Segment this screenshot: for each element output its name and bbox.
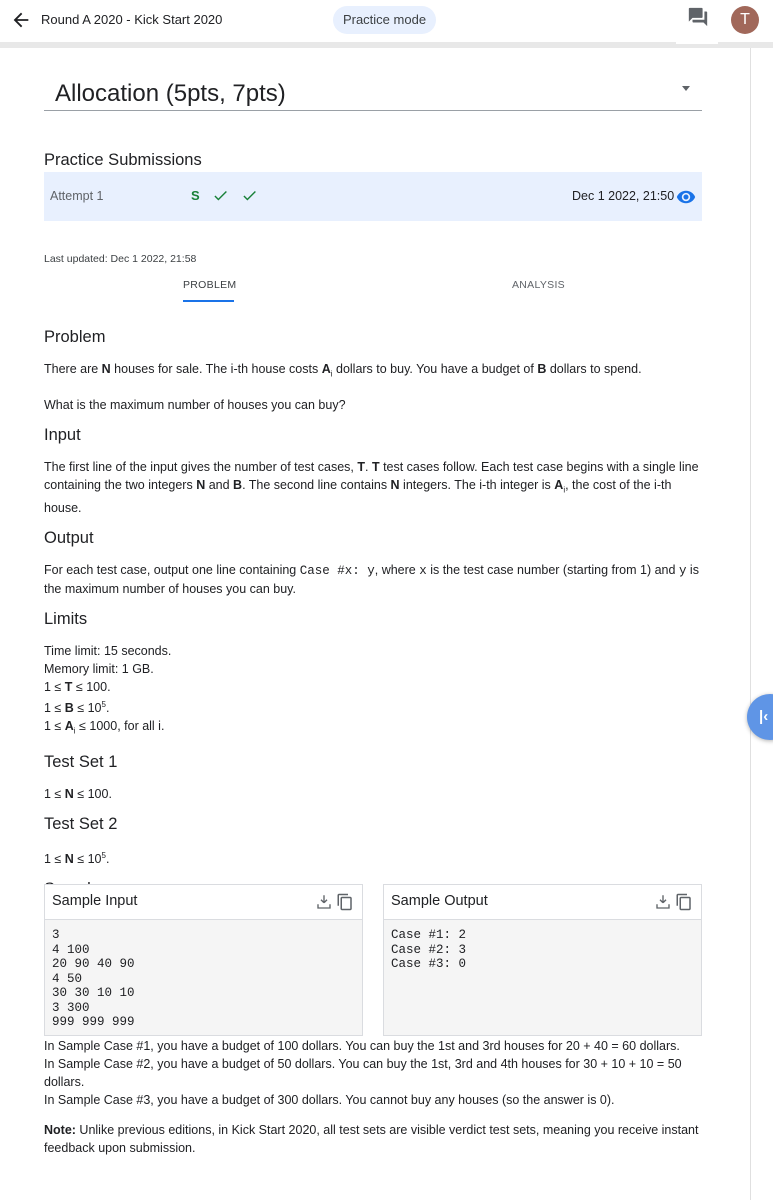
explanation-case-2: In Sample Case #2, you have a budget of 50 dollars. You can buy the 1st, 3rd and 4th houses for 30 + 10 + 10 = 50 dollars.: [44, 1057, 682, 1089]
sample-output-box: [383, 884, 702, 1036]
output-heading: Output: [44, 529, 94, 547]
download-icon[interactable]: [654, 893, 672, 911]
contest-title: Round A 2020 - Kick Start 2020: [41, 12, 223, 27]
sample-explanation: [44, 1037, 704, 1109]
limits-heading: Limits: [44, 610, 88, 628]
note-text: [44, 1121, 704, 1157]
sample-output-text[interactable]: Case #1: 2 Case #2: 3 Case #3: 0: [391, 928, 467, 971]
test-set-1-constraint: 1 ≤ N ≤ 100.: [44, 786, 112, 801]
memory-limit: Memory limit: 1 GB.: [44, 662, 154, 676]
last-updated-text: Last updated: Dec 1 2022, 21:58: [44, 253, 197, 265]
test-set-2-heading: Test Set 2: [44, 814, 118, 833]
problem-question: What is the maximum number of houses you can buy?: [44, 397, 346, 412]
test-set-1-heading: Test Set 1: [44, 752, 118, 771]
sample-input-text[interactable]: 3 4 100 20 90 40 90 4 50 30 30 10 10 3 300 999 999 999: [52, 928, 135, 1029]
output-text: For each test case, output one line containing Case #x: y, where x is the test case number (starting from 1) and y is the maximum number of houses you can buy.: [44, 563, 699, 596]
collapse-panel-icon[interactable]: |‹: [747, 694, 773, 740]
verdict-badge: S: [191, 188, 200, 203]
active-tab-indicator: [183, 300, 234, 302]
copy-icon[interactable]: [675, 893, 693, 911]
sample-input-box: [44, 884, 363, 1036]
visibility-icon[interactable]: [676, 187, 696, 207]
side-panel-border: [750, 48, 751, 1200]
problem-heading: Problem: [44, 328, 106, 346]
practice-mode-chip[interactable]: Practice mode: [333, 6, 436, 34]
check-icon: [212, 187, 229, 204]
sample-input-header: [45, 885, 362, 920]
user-avatar[interactable]: T: [731, 6, 759, 34]
sample-output-header: [384, 885, 701, 920]
check-icon: [241, 187, 258, 204]
limits-list: [44, 642, 704, 741]
sample-input-title: Sample Input: [52, 893, 138, 909]
app-bar-divider: [0, 42, 773, 48]
attempt-label: Attempt 1: [50, 189, 104, 203]
problem-selector-value: Allocation (5pts, 7pts): [55, 80, 286, 107]
note-label: Note:: [44, 1123, 76, 1137]
test-set-2-constraint: $1 \le N \le 10^5$.: [44, 850, 110, 866]
attempt-date: Dec 1 2022, 21:50: [572, 189, 675, 203]
arrow-back-icon[interactable]: [10, 9, 32, 31]
explanation-case-1: In Sample Case #1, you have a budget of 100 dollars. You can buy the 1st and 3rd houses for 20 + 40 = 60 dollars.: [44, 1039, 680, 1053]
chat-tab-indicator: [676, 42, 718, 44]
chat-icon[interactable]: [687, 6, 709, 28]
problem-selector[interactable]: [44, 76, 702, 111]
sample-output-title: Sample Output: [391, 893, 488, 909]
problem-text: There are N houses for sale. The i-th house costs $A_i$ dollars to buy. You have a budget of B dollars to spend.: [44, 362, 642, 379]
limit-t: 1 ≤ T ≤ 100.: [44, 680, 111, 694]
input-heading: Input: [44, 425, 81, 444]
limit-a: $1 \le A_i \le 1000$, for all i.: [44, 719, 165, 736]
submissions-heading: Practice Submissions: [44, 151, 202, 169]
submission-row[interactable]: [44, 172, 702, 221]
tab-analysis[interactable]: ANALYSIS: [512, 279, 565, 291]
copy-icon[interactable]: [336, 893, 354, 911]
input-text: The first line of the input gives the number of test cases, T. T test cases follow. Each test case begins with a single line containing the two integers N and B. The second line contains N integers. The i-th integer is $A_i$, the cost of the i-th house.: [44, 459, 699, 515]
limit-b: $1 \le B \le 10^5$.: [44, 700, 110, 716]
problem-statement: [44, 328, 704, 912]
dropdown-arrow-icon: [682, 86, 690, 91]
note-body: Unlike previous editions, in Kick Start 2020, all test sets are visible verdict test sets, meaning you receive instant feedback upon submission.: [44, 1123, 699, 1155]
download-icon[interactable]: [315, 893, 333, 911]
time-limit: Time limit: 15 seconds.: [44, 644, 172, 658]
tab-problem[interactable]: PROBLEM: [183, 279, 237, 291]
app-bar: [0, 0, 773, 42]
explanation-case-3: In Sample Case #3, you have a budget of 300 dollars. You cannot buy any houses (so the answer is 0).: [44, 1093, 615, 1107]
